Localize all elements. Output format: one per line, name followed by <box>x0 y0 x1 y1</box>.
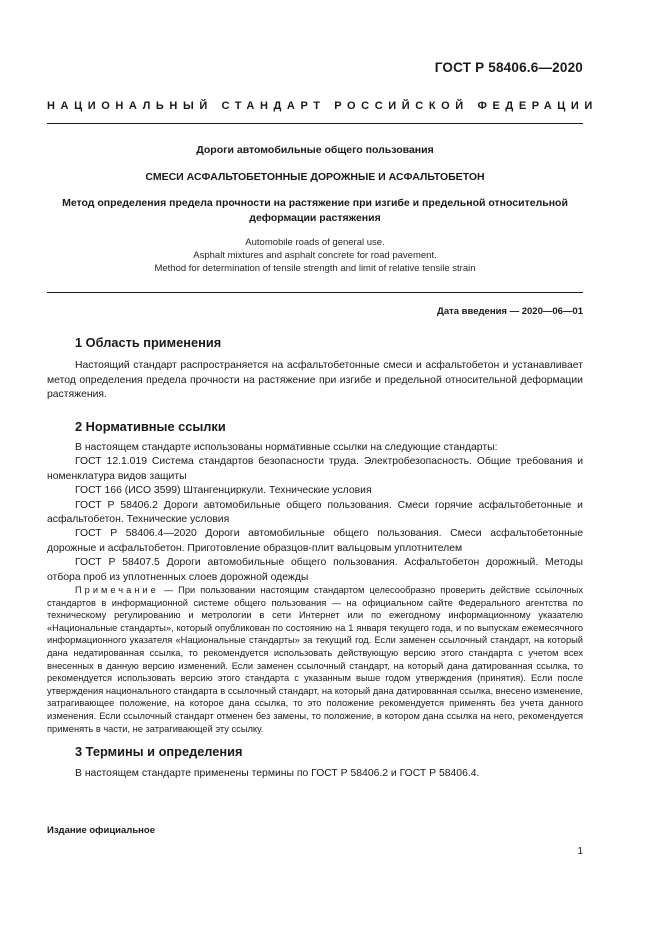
title-main: Дороги автомобильные общего пользования <box>196 144 434 156</box>
title-eng-line1: Automobile roads of general use. <box>245 237 385 248</box>
section2-heading: 2 Нормативные ссылки <box>75 419 226 434</box>
title-method-line1: Метод определения предела прочности на растяжение при изгибе и предельной относительной <box>62 197 568 209</box>
section1-text-body: Настоящий стандарт распространяется на асфальтобетонные смеси и асфальтобетон и устанавливает метод определения предела прочности на растяжение при изгибе и предельной относительной деформации растяжения. <box>47 360 583 401</box>
page-number: 1 <box>577 846 583 857</box>
reference-item: ГОСТ 166 (ИСО 3599) Штангенциркули. Технические условия <box>75 485 372 497</box>
title-eng-line3: Method for determination of tensile strength and limit of relative tensile strain <box>154 263 476 274</box>
note-text: — При пользовании настоящим стандартом целесообразно проверить действие ссылочных стандартов в информационной системе общего пользования — на официальном сайте Федерального агентства по техническому регулированию и метрологии в сети Интернет или по ежегодному информационному указателю «Национальные стандарты», который опубликован по состоянию на 1 января текущего года, и по выпускам ежемесячного информационного указателя «Национальные стандарты» за текущий год. Если заменен ссылочный стандарт, на который дана недатированная ссылка, то рекомендуется использовать действующую версию этого стандарта с учетом всех внесенных в данную версию изменений. Если заменен ссылочный стандарт, на который дана датированная ссылка, то рекомендуется использовать версию этого стандарта с указанным выше годом утверждения (принятия). Если после утверждения национального стандарта в ссылочный стандарт, на который дана датированная ссылка, внесено изменение, затрагивающее положение, на которое дана ссылка, то это положение рекомендуется применять без учета данного изменения. Если ссылочный стандарт отменен без замены, то положение, в котором дана ссылка на него, рекомендуется применять в части, не затрагивающей эту ссылку. <box>47 585 583 734</box>
title-sub: СМЕСИ АСФАЛЬТОБЕТОННЫЕ ДОРОЖНЫЕ И АСФАЛЬТОБЕТОН <box>145 171 485 183</box>
reference-item: ГОСТ Р 58406.4—2020 Дороги автомобильные общего пользования. Смеси асфальтобетонные дорожные и асфальтобетон. Приготовление образцов-плит вальцовым уплотнителем <box>47 528 583 554</box>
section3-text <box>47 767 583 782</box>
reference-item: ГОСТ Р 58406.2 Дороги автомобильные общего пользования. Смеси горячие асфальтобетонные и асфальтобетон. Технические условия <box>47 499 583 526</box>
introduction-date: Дата введения — 2020—06—01 <box>437 306 583 317</box>
reference-item: ГОСТ 12.1.019 Система стандартов безопасности труда. Электробезопасность. Общие требования и номенклатура видов защиты <box>47 456 583 482</box>
normative-references <box>47 441 583 585</box>
note-paragraph <box>47 584 583 735</box>
section3-heading: 3 Термины и определения <box>75 744 243 759</box>
official-edition-label: Издание официальное <box>47 825 155 836</box>
title-rule <box>47 292 583 293</box>
section3-text-body: В настоящем стандарте применены термины по ГОСТ Р 58406.2 и ГОСТ Р 58406.4. <box>75 768 480 779</box>
reference-item: ГОСТ Р 58407.5 Дороги автомобильные общего пользования. Асфальтобетон дорожный. Методы отбора проб из уплотненных слоев дорожной одежды <box>47 557 583 583</box>
title-method-line2: деформации растяжения <box>249 211 381 224</box>
section1-heading: 1 Область применения <box>75 335 222 350</box>
top-rule <box>47 123 583 124</box>
title-method <box>47 196 583 225</box>
note-label: Примечание <box>75 585 159 595</box>
title-eng-line2: Asphalt mixtures and asphalt concrete for road pavement. <box>193 250 437 261</box>
national-standard-banner: НАЦИОНАЛЬНЫЙ СТАНДАРТ РОССИЙСКОЙ ФЕДЕРАЦИИ <box>47 100 598 112</box>
title-english <box>47 236 583 275</box>
section1-text <box>47 359 583 403</box>
gost-code: ГОСТ Р 58406.6—2020 <box>434 60 583 75</box>
references-intro: В настоящем стандарте использованы нормативные ссылки на следующие стандарты: <box>75 442 498 453</box>
